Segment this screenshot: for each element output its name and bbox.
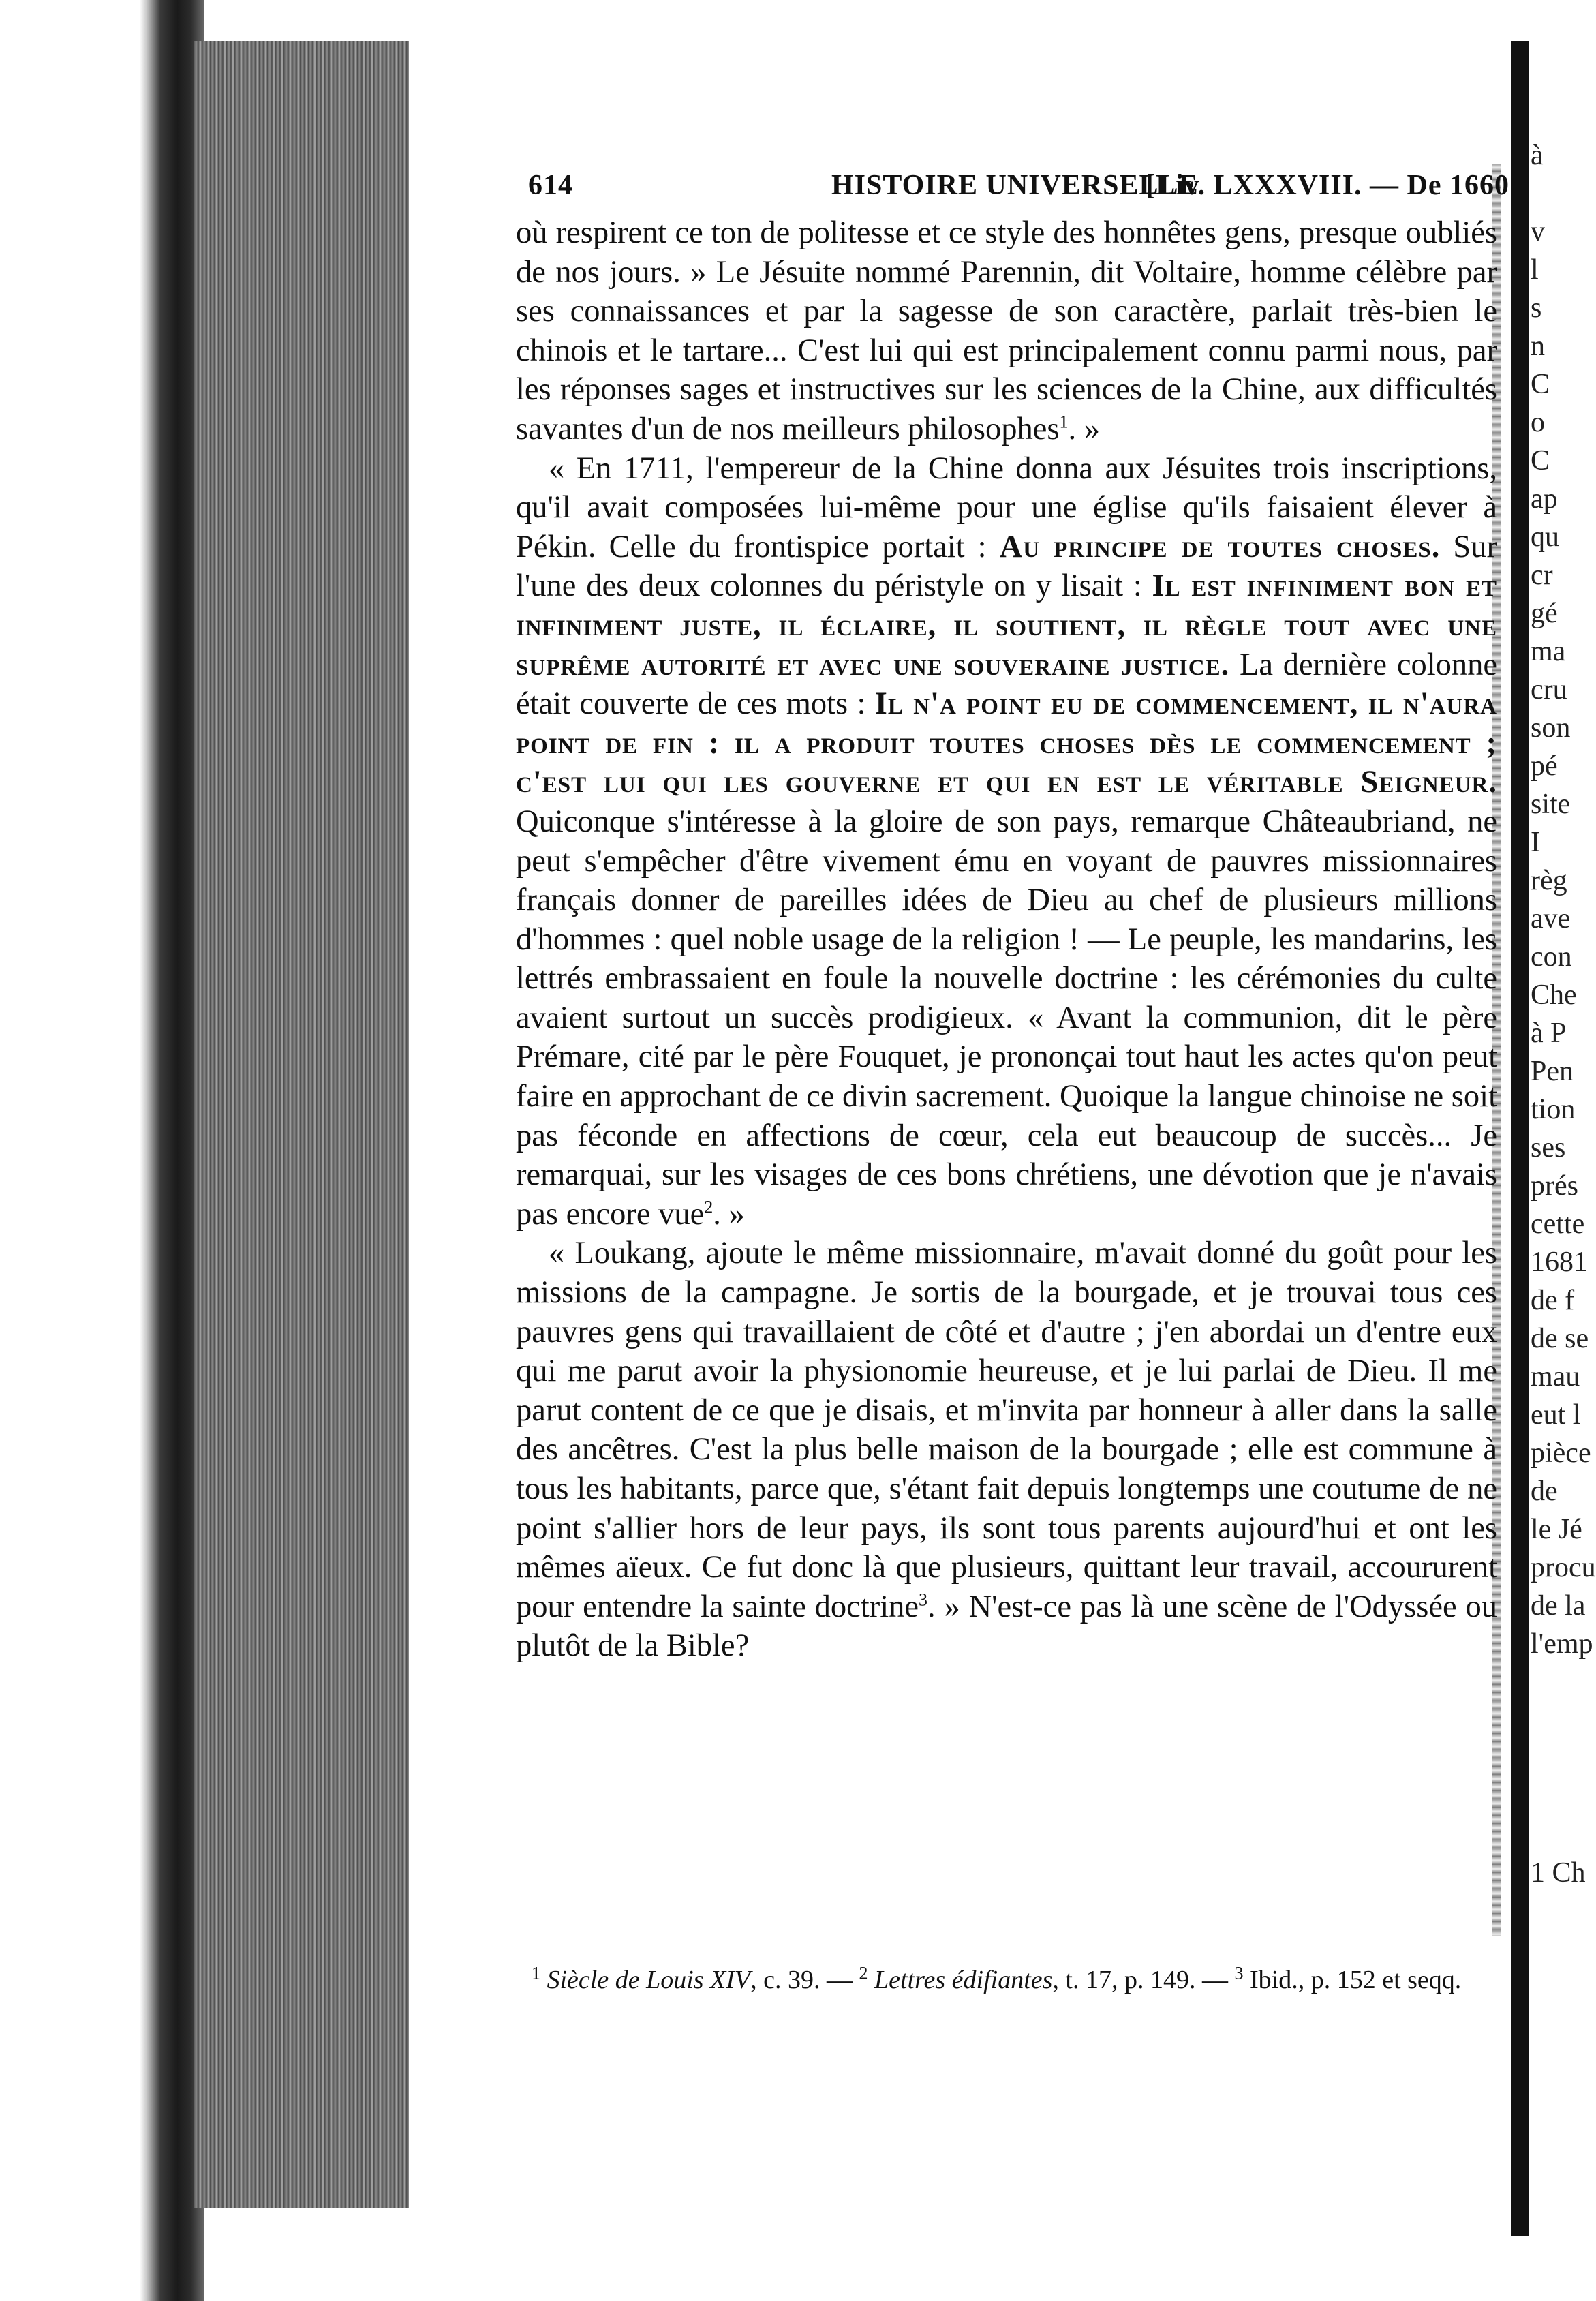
next-page-fragment: tion [1531, 1094, 1576, 1125]
next-page-fragment: le Jé [1531, 1514, 1582, 1545]
footnote-ref-1: 1 [1059, 412, 1069, 432]
next-page-fragment: l'emp [1531, 1628, 1593, 1660]
next-page-fragment [1531, 1701, 1567, 1739]
next-page-fragments [1531, 136, 1596, 2045]
next-page-fragment: C [1531, 445, 1550, 476]
next-page-fragment: à P [1531, 1018, 1567, 1049]
next-page-fragment: ave [1531, 903, 1571, 934]
next-page-fragment: v [1531, 216, 1545, 247]
next-page-fragment: pièce [1531, 1437, 1591, 1469]
next-page-fragment: cr [1531, 560, 1553, 591]
paragraph-1: où respirent ce ton de politesse et ce style des honnêtes gens, presque oubliés de nos jours. » Le Jésuite nommé Parennin, dit Voltaire, homme célèbre par ses connaissances et par la sagesse de son caractère, parlait très-bien le chinois et le tartare... C'est lui qui est principalement connu parmi nous, par les réponses sages et instructives sur les sciences de la Chine, aux difficultés savantes d'un de nos meilleurs philosophes$^1$. » [516, 215, 1497, 446]
running-title: HISTOIRE UNIVERSELLE [831, 170, 1199, 201]
next-page-fragment: cru [1531, 674, 1567, 705]
next-page-fragment: 1681 [1531, 1247, 1588, 1278]
next-page-fragment: ap [1531, 483, 1558, 515]
next-page-fragment: site [1531, 789, 1571, 820]
paragraph-2: « En 1711, l'empereur de la Chine donna aux Jésuites trois inscriptions, qu'il avait composées lui-même pour une église qu'ils faisaient élever à Pékin. Celle du frontispice portait : Au principe de toutes choses. Sur l'une des deux colonnes du péristyle on y lisait : Il est infiniment bon et infiniment juste, il éclaire, il soutient, il règle tout avec une suprême autorité et avec une souveraine justice. La dernière colonne était couverte de ces mots : Il n'a point eu de commencement, il n'aura point de fin : il a produit toutes choses dès le commencement ; c'est lui qui les gouverne et qui en est le véritable Seigneur. Quiconque s'intéresse à la gloire de son pays, remarque Châteaubriand, ne peut s'empêcher d'être vivement ému en voyant de pauvres missionnaires français donner de pareilles idées de Dieu au chef de plusieurs millions d'hommes : quel noble usage de la religion ! — Le peuple, les mandarins, les lettrés embrassaient en foule la nouvelle doctrine : les cérémonies du culte avaient surtout un succès prodigieux. « Avant la communion, dit le père Prémare, cité par le père Fouquet, je prononçai tout haut les actes qu'on peut faire en approchant de ce divin sacrement. Quoique la langue chinoise ne soit pas féconde en affections de cœur, cela eut beaucoup de succès... Je remarquai, sur les visages de ces bons chrétiens, une dévotion que je n'avais pas encore vue$^2$. » [516, 451, 1498, 1232]
next-page-fragment [1531, 1739, 1567, 1778]
section-label: [Liv. LXXXVIII. — De 1660 [1146, 170, 1509, 201]
next-page-fragment: cette [1531, 1208, 1585, 1240]
spine-bar [1511, 41, 1529, 2236]
next-page-fragment: l [1531, 254, 1539, 286]
next-page-fragment: I [1531, 827, 1540, 858]
next-page-fragment [1531, 1663, 1567, 1701]
next-page-fragment: eut l [1531, 1399, 1581, 1431]
page-number: 614 [528, 170, 573, 201]
next-page-fragment: de f [1531, 1285, 1575, 1316]
next-page-fragment: n [1531, 331, 1545, 362]
paragraph-3: « Loukang, ajoute le même missionnaire, m'avait donné du goût pour les missions de la campagne. Je sortis de la bourgade, et je trouvai tous ces pauvres gens qui travaillaient de côté et d'autre ; j'en abordai un d'entre eux qui me parut avoir la physionomie heureuse, et je lui parlai de Dieu. Il me parut content de ce que je disais, et m'invita par honneur à aller dans la salle des ancêtres. C'est la plus belle maison de la bourgade ; elle est commune à tous les habitants, parce que, s'étant fait depuis longtemps une coutume de ne point s'allier hors de leur pays, ils sont tous parents aujourd'hui et ont les mêmes aïeux. Ce fut donc là que plusieurs, quittant leur travail, accoururent pour entendre la sainte doctrine$^3$. » N'est-ce pas là une scène de l'Odyssée ou plutôt de la Bible? [516, 1236, 1497, 1664]
next-page-fragment: mau [1531, 1361, 1580, 1392]
footnotes: $^1$ Siècle de Louis XIV, c. 39. — $^2$ Lettres édifiantes, t. 17, p. 149. — $^3$ Ibid., p. 152 et seqq. [532, 1963, 1462, 1994]
next-page-fragment: C [1531, 369, 1550, 400]
next-page-fragment: o [1531, 407, 1545, 438]
next-page-fragment: Che [1531, 979, 1577, 1011]
next-page-fragment: 1 Ch [1531, 1857, 1586, 1889]
next-page-fragment [1531, 1816, 1567, 1854]
next-page-fragment: ma [1531, 636, 1566, 667]
scan-border [0, 0, 204, 2301]
footnote-ref-3: 3 [919, 1589, 928, 1610]
next-page-fragment: qu [1531, 521, 1559, 553]
next-page-fragment: Pen [1531, 1056, 1574, 1087]
inscription-2: Il est infiniment bon et infiniment juste, il éclaire, il soutient, il règle tout avec une suprême autorité et avec une souveraine justice. [516, 568, 1497, 682]
next-page-fragment: con [1531, 941, 1572, 973]
footnote-2-title: Lettres édifiantes [874, 1966, 1053, 1994]
body-text [516, 213, 1497, 1666]
inscription-1: Au principe de toutes choses. [999, 529, 1441, 564]
footnote-3: Ibid., p. 152 et seqq. [1249, 1966, 1462, 1994]
footnote-1-title: Siècle de Louis XIV [547, 1966, 751, 1994]
footnote-ref-2: 2 [704, 1197, 713, 1217]
next-page-fragment: s [1531, 292, 1542, 324]
running-header [528, 169, 1509, 210]
next-page-fragment: prés [1531, 1170, 1578, 1202]
next-page-fragment: règ [1531, 865, 1567, 896]
next-page-fragment: ses [1531, 1132, 1566, 1163]
next-page-fragment: pé [1531, 750, 1558, 782]
next-page-fragment [1531, 174, 1567, 213]
next-page-fragment: de se [1531, 1323, 1589, 1354]
next-page-fragment: à [1531, 140, 1544, 171]
next-page-fragment [1531, 1778, 1567, 1816]
next-page-fragment: procu [1531, 1552, 1596, 1583]
next-page-fragment: de [1531, 1476, 1558, 1507]
inscription-3: Il n'a point eu de commencement, il n'aura point de fin : il a produit toutes choses dès le commencement ; c'est lui qui les gouverne et qui en est le véritable Seigneur. [516, 686, 1498, 800]
next-page-fragment: de la [1531, 1590, 1586, 1621]
next-page-fragment: gé [1531, 598, 1558, 629]
next-page-fragment: son [1531, 712, 1571, 744]
